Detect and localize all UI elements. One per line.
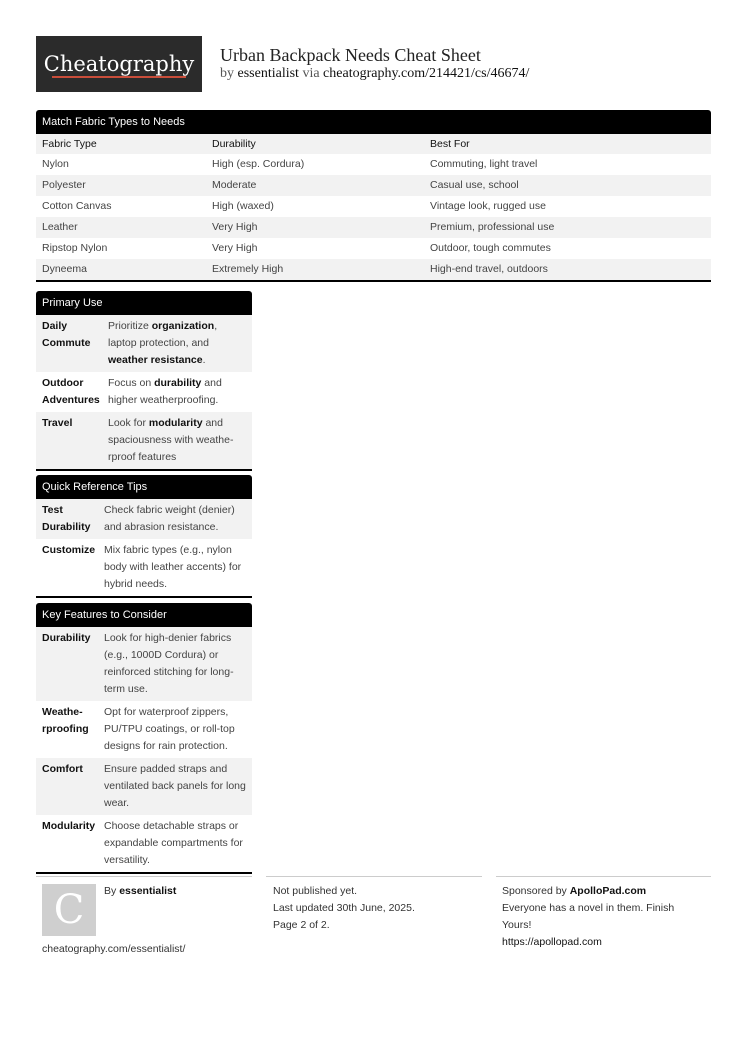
item-key: Outdoor Adventures [42, 377, 100, 406]
table-cell: High (esp. Cordura) [212, 158, 305, 170]
footer-author [104, 883, 176, 900]
item-key: Weathe- rproofing [42, 706, 89, 735]
table-cell: Moderate [212, 179, 257, 191]
section-title: Key Features to Consider [36, 603, 252, 627]
logo-underline [52, 76, 186, 78]
table-row [36, 196, 711, 217]
table-row [36, 259, 711, 280]
sponsor-link[interactable]: ApolloPad.com [569, 885, 647, 897]
table-cell: Dyneema [42, 263, 87, 275]
list-item [36, 758, 252, 815]
byline [220, 66, 529, 82]
table-cell: High-end travel, outdoors [430, 263, 548, 275]
page-number: Page 2 of 2. [273, 919, 330, 931]
table-cell: Commuting, light travel [430, 158, 538, 170]
avatar[interactable] [42, 884, 96, 936]
footer-profile-link[interactable]: cheatography.com/essentialist/ [42, 943, 186, 955]
table-row [36, 154, 711, 175]
key-features-section [36, 603, 252, 874]
sponsored-by-label: Sponsored by [502, 885, 567, 897]
item-key: Customize [42, 544, 96, 556]
table-row [36, 217, 711, 238]
column-header: Best For [430, 138, 470, 150]
table-cell: Nylon [42, 158, 69, 170]
table-cell: Vintage look, rugged use [430, 200, 546, 212]
footer-sponsor [502, 883, 702, 951]
table-cell: Casual use, school [430, 179, 519, 191]
item-value: Ensure padded straps and ventilated back panels for long wear. [104, 763, 246, 809]
table-cell: Very High [212, 221, 258, 233]
sheet-url-link[interactable]: cheatography.com/214421/cs/46674/ [323, 66, 530, 81]
page-title: Urban Backpack Needs Cheat Sheet [220, 45, 481, 65]
item-value: Focus on durability and higher weatherproofing. [108, 377, 222, 406]
table-cell: High (waxed) [212, 200, 274, 212]
item-value: Opt for waterproof zippers, PU/TPU coatings, or roll-top designs for rain protection. [104, 706, 235, 752]
list-item [36, 315, 252, 372]
section-title: Primary Use [36, 291, 252, 315]
item-key: Travel [42, 417, 73, 429]
footer-divider [496, 876, 711, 877]
list-item [36, 701, 252, 758]
table-cell: Leather [42, 221, 78, 233]
table-header-row [36, 134, 711, 154]
item-key: Test Durability [42, 504, 91, 533]
table-cell: Polyester [42, 179, 86, 191]
primary-use-section [36, 291, 252, 471]
table-row [36, 238, 711, 259]
table-row [36, 175, 711, 196]
list-item [36, 412, 252, 469]
footer-divider [266, 876, 482, 877]
byline-via: via [302, 66, 320, 81]
cheatography-logo[interactable] [36, 36, 202, 92]
byline-by: by [220, 66, 234, 81]
list-item [36, 627, 252, 701]
item-value: Look for high-denier fabrics (e.g., 1000D Cordura) or reinforced stitching for long-term use. [104, 632, 234, 695]
list-item [36, 815, 252, 872]
logo-text: Cheatography [43, 52, 195, 76]
footer-status [273, 883, 415, 934]
author-link[interactable]: essentialist [237, 66, 299, 81]
item-value: Mix fabric types (e.g., nylon body with leather accents) for hybrid needs. [104, 544, 242, 590]
table-cell: Extremely High [212, 263, 284, 275]
quick-reference-tips-section [36, 475, 252, 598]
item-key: Durability [42, 632, 91, 644]
sponsor-url-link[interactable]: https://apollopad.com [502, 936, 602, 948]
column-header: Durability [212, 138, 256, 150]
last-updated: Last updated 30th June, 2025. [273, 902, 415, 914]
item-value: Look for modularity and spaciousness with weathe-rproof features [108, 417, 234, 463]
table-cell: Outdoor, tough commutes [430, 242, 551, 254]
avatar-letter: C [53, 887, 85, 933]
section-title: Quick Reference Tips [36, 475, 252, 499]
table-cell: Ripstop Nylon [42, 242, 108, 254]
sponsor-text: Everyone has a novel in them. Finish Yours! [502, 902, 675, 931]
table-cell: Very High [212, 242, 258, 254]
item-value: Check fabric weight (denier) and abrasion resistance. [104, 504, 235, 533]
item-key: Modularity [42, 820, 96, 832]
publish-status: Not published yet. [273, 885, 358, 897]
footer-by: By [104, 885, 117, 897]
list-item [36, 372, 252, 412]
fabric-types-section [36, 110, 711, 282]
item-value: Choose detachable straps or expandable compartments for versatility. [104, 820, 243, 866]
footer-author-link[interactable]: essentialist [119, 885, 177, 897]
item-key: Daily Commute [42, 320, 91, 349]
list-item [36, 499, 252, 539]
item-value: Prioritize organization, laptop protection, and weather resistance. [108, 320, 218, 366]
footer-divider [36, 876, 252, 877]
section-title: Match Fabric Types to Needs [36, 110, 711, 134]
table-cell: Cotton Canvas [42, 200, 112, 212]
table-cell: Premium, professional use [430, 221, 555, 233]
list-item [36, 539, 252, 596]
column-header: Fabric Type [42, 138, 97, 150]
item-key: Comfort [42, 763, 83, 775]
